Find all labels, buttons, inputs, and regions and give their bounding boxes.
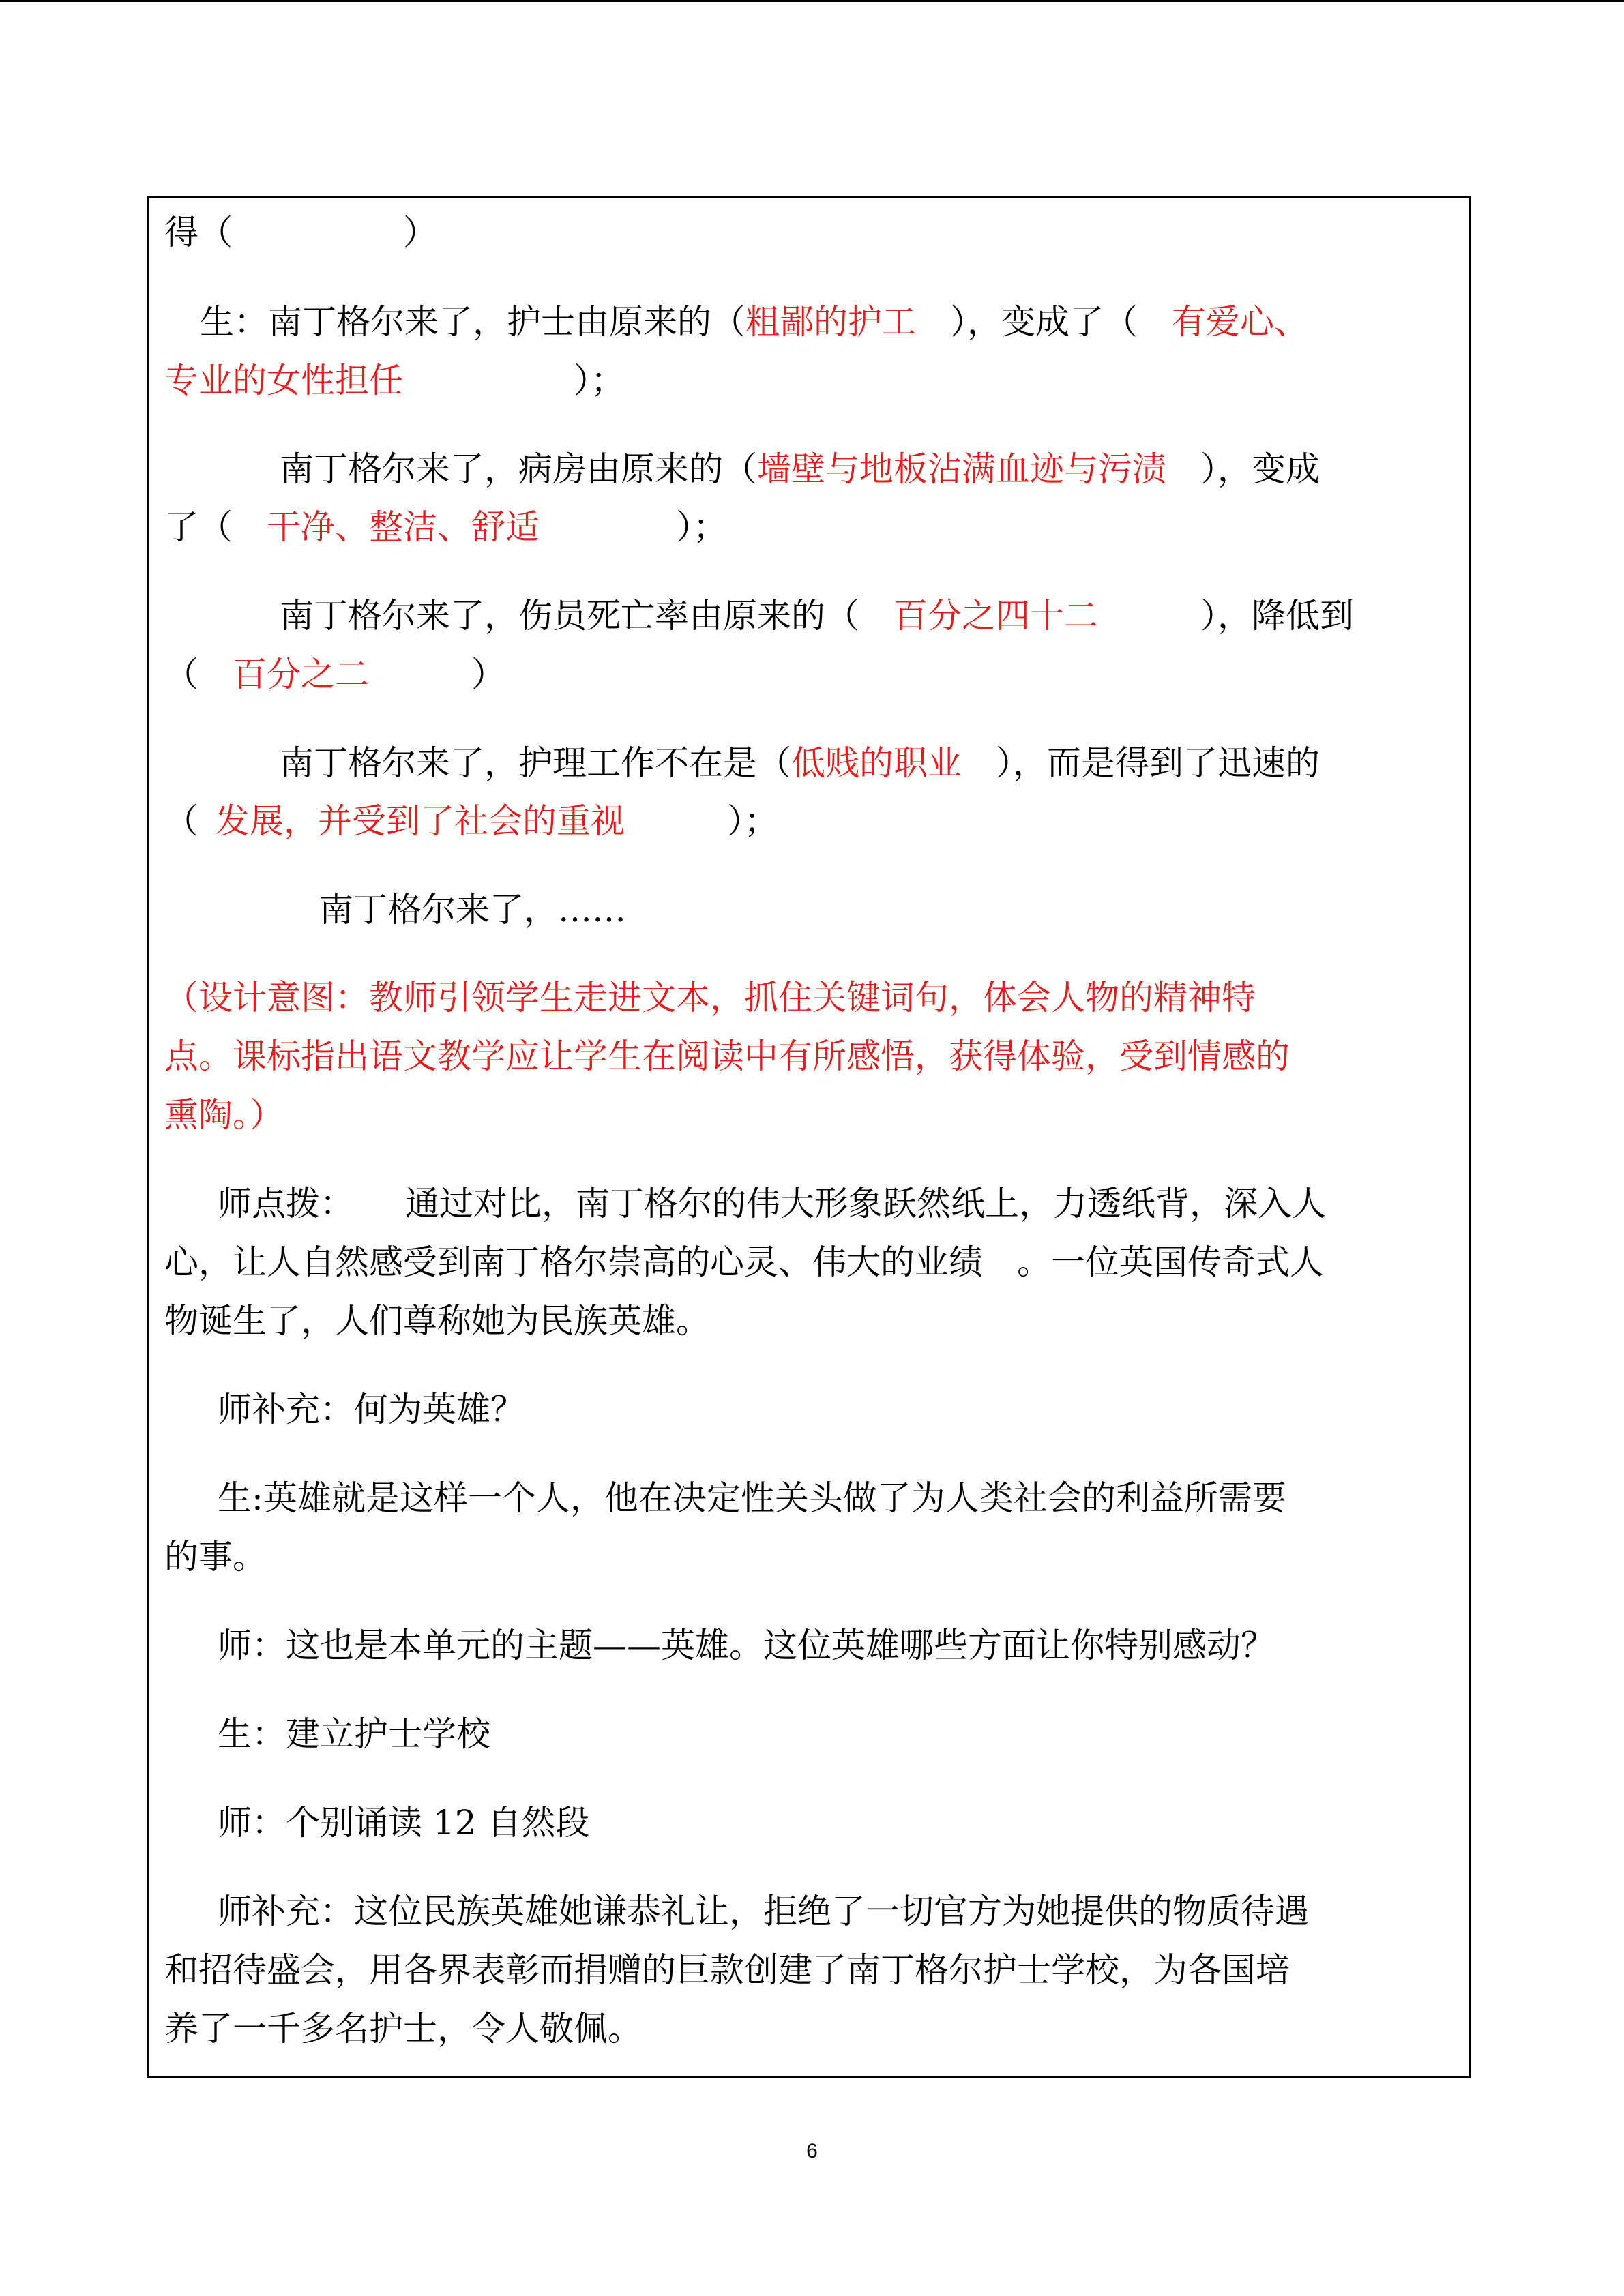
teacher-supplement-line3: 养了一千多名护士，令人敬佩。	[164, 2009, 642, 2048]
static-text: ）	[369, 655, 505, 694]
ward-line1	[280, 448, 1320, 490]
answer-text: 有爱心、	[1172, 302, 1308, 342]
design-intent-line3: 熏陶。）	[164, 1095, 284, 1135]
static-text: 南丁格尔来了，护理工作不在是（	[280, 743, 791, 783]
teacher-guide-line3: 物诞生了，人们尊称她为民族英雄。	[164, 1301, 710, 1341]
static-text: ）；	[625, 801, 778, 841]
student-hero-answer-line1: 生:英雄就是这样一个人，他在决定性关头做了为人类社会的利益所需要	[218, 1478, 1286, 1518]
static-text: ），变成	[1166, 449, 1320, 489]
teacher-guide-line2: 心，让人自然感受到南丁格尔崇高的心灵、伟大的业绩 。一位英国传奇式人	[164, 1242, 1324, 1282]
answer-text: 发展，并受到了社会的重视	[216, 801, 625, 841]
static-text: （	[164, 801, 198, 841]
static-text: ）；	[540, 507, 727, 547]
nursing-work-line2	[164, 800, 778, 842]
page-number: 6	[806, 2140, 818, 2162]
text-line-de: 得（ ）	[164, 213, 437, 252]
static-text: ），变成了（	[916, 302, 1172, 342]
teacher-guide-line1: 师点拨： 通过对比，南丁格尔的伟大形象跃然纸上，力透纸背，深入人	[218, 1184, 1326, 1223]
student-hero-answer-line2: 的事。	[164, 1537, 267, 1577]
static-text: 南丁格尔来了，病房由原来的（	[280, 449, 757, 489]
answer-text: 干净、整洁、舒适	[267, 507, 540, 547]
static-text: 南丁格尔来了，伤员死亡率由原来的（	[280, 596, 859, 636]
answer-text: 百分之四十二	[894, 596, 1098, 636]
top-border-line	[0, 0, 1624, 2]
ward-line2	[164, 506, 727, 548]
static-text: ），降低到	[1098, 596, 1354, 636]
static-text: ），而是得到了迅速的	[962, 743, 1320, 783]
answer-text: 粗鄙的护工	[745, 302, 916, 342]
answer-text: 低贱的职业	[791, 743, 962, 783]
teacher-question-hero: 师补充：何为英雄？	[218, 1390, 525, 1429]
static-text: 生：南丁格尔来了，护士由原来的（	[200, 302, 745, 342]
nightingale-ellipsis-line: 南丁格尔来了，……	[319, 890, 626, 929]
design-intent-line2: 点。课标指出语文教学应让学生在阅读中有所感悟，获得体验，受到情感的	[164, 1037, 1290, 1076]
static-text: ）；	[403, 361, 625, 400]
static-text: （	[164, 655, 198, 694]
nursing-work-line1	[280, 742, 1320, 784]
student-answer-nurse-line2	[164, 359, 625, 402]
static-text: 了（	[164, 507, 233, 547]
answer-text: 专业的女性担任	[164, 361, 403, 400]
teacher-supplement-line2: 和招待盛会，用各界表彰而捐赠的巨款创建了南丁格尔护士学校，为各国培	[164, 1950, 1290, 1990]
mortality-line1	[280, 595, 1354, 637]
teacher-unit-theme: 师：这也是本单元的主题——英雄。这位英雄哪些方面让你特别感动？	[218, 1626, 1275, 1665]
answer-text: 百分之二	[233, 655, 369, 694]
student-school-answer: 生：建立护士学校	[218, 1714, 490, 1754]
teacher-read-aloud: 师：个别诵读 12 自然段	[218, 1803, 590, 1843]
answer-text: 墙壁与地板沾满血迹与污渍	[757, 449, 1166, 489]
mortality-line2	[164, 653, 505, 696]
design-intent-line1: （设计意图：教师引领学生走进文本，抓住关键词句，体会人物的精神特	[164, 978, 1256, 1017]
teacher-supplement-line1: 师补充：这位民族英雄她谦恭礼让，拒绝了一切官方为她提供的物质待遇	[218, 1892, 1309, 1931]
student-answer-nurse-line1	[200, 301, 1308, 343]
